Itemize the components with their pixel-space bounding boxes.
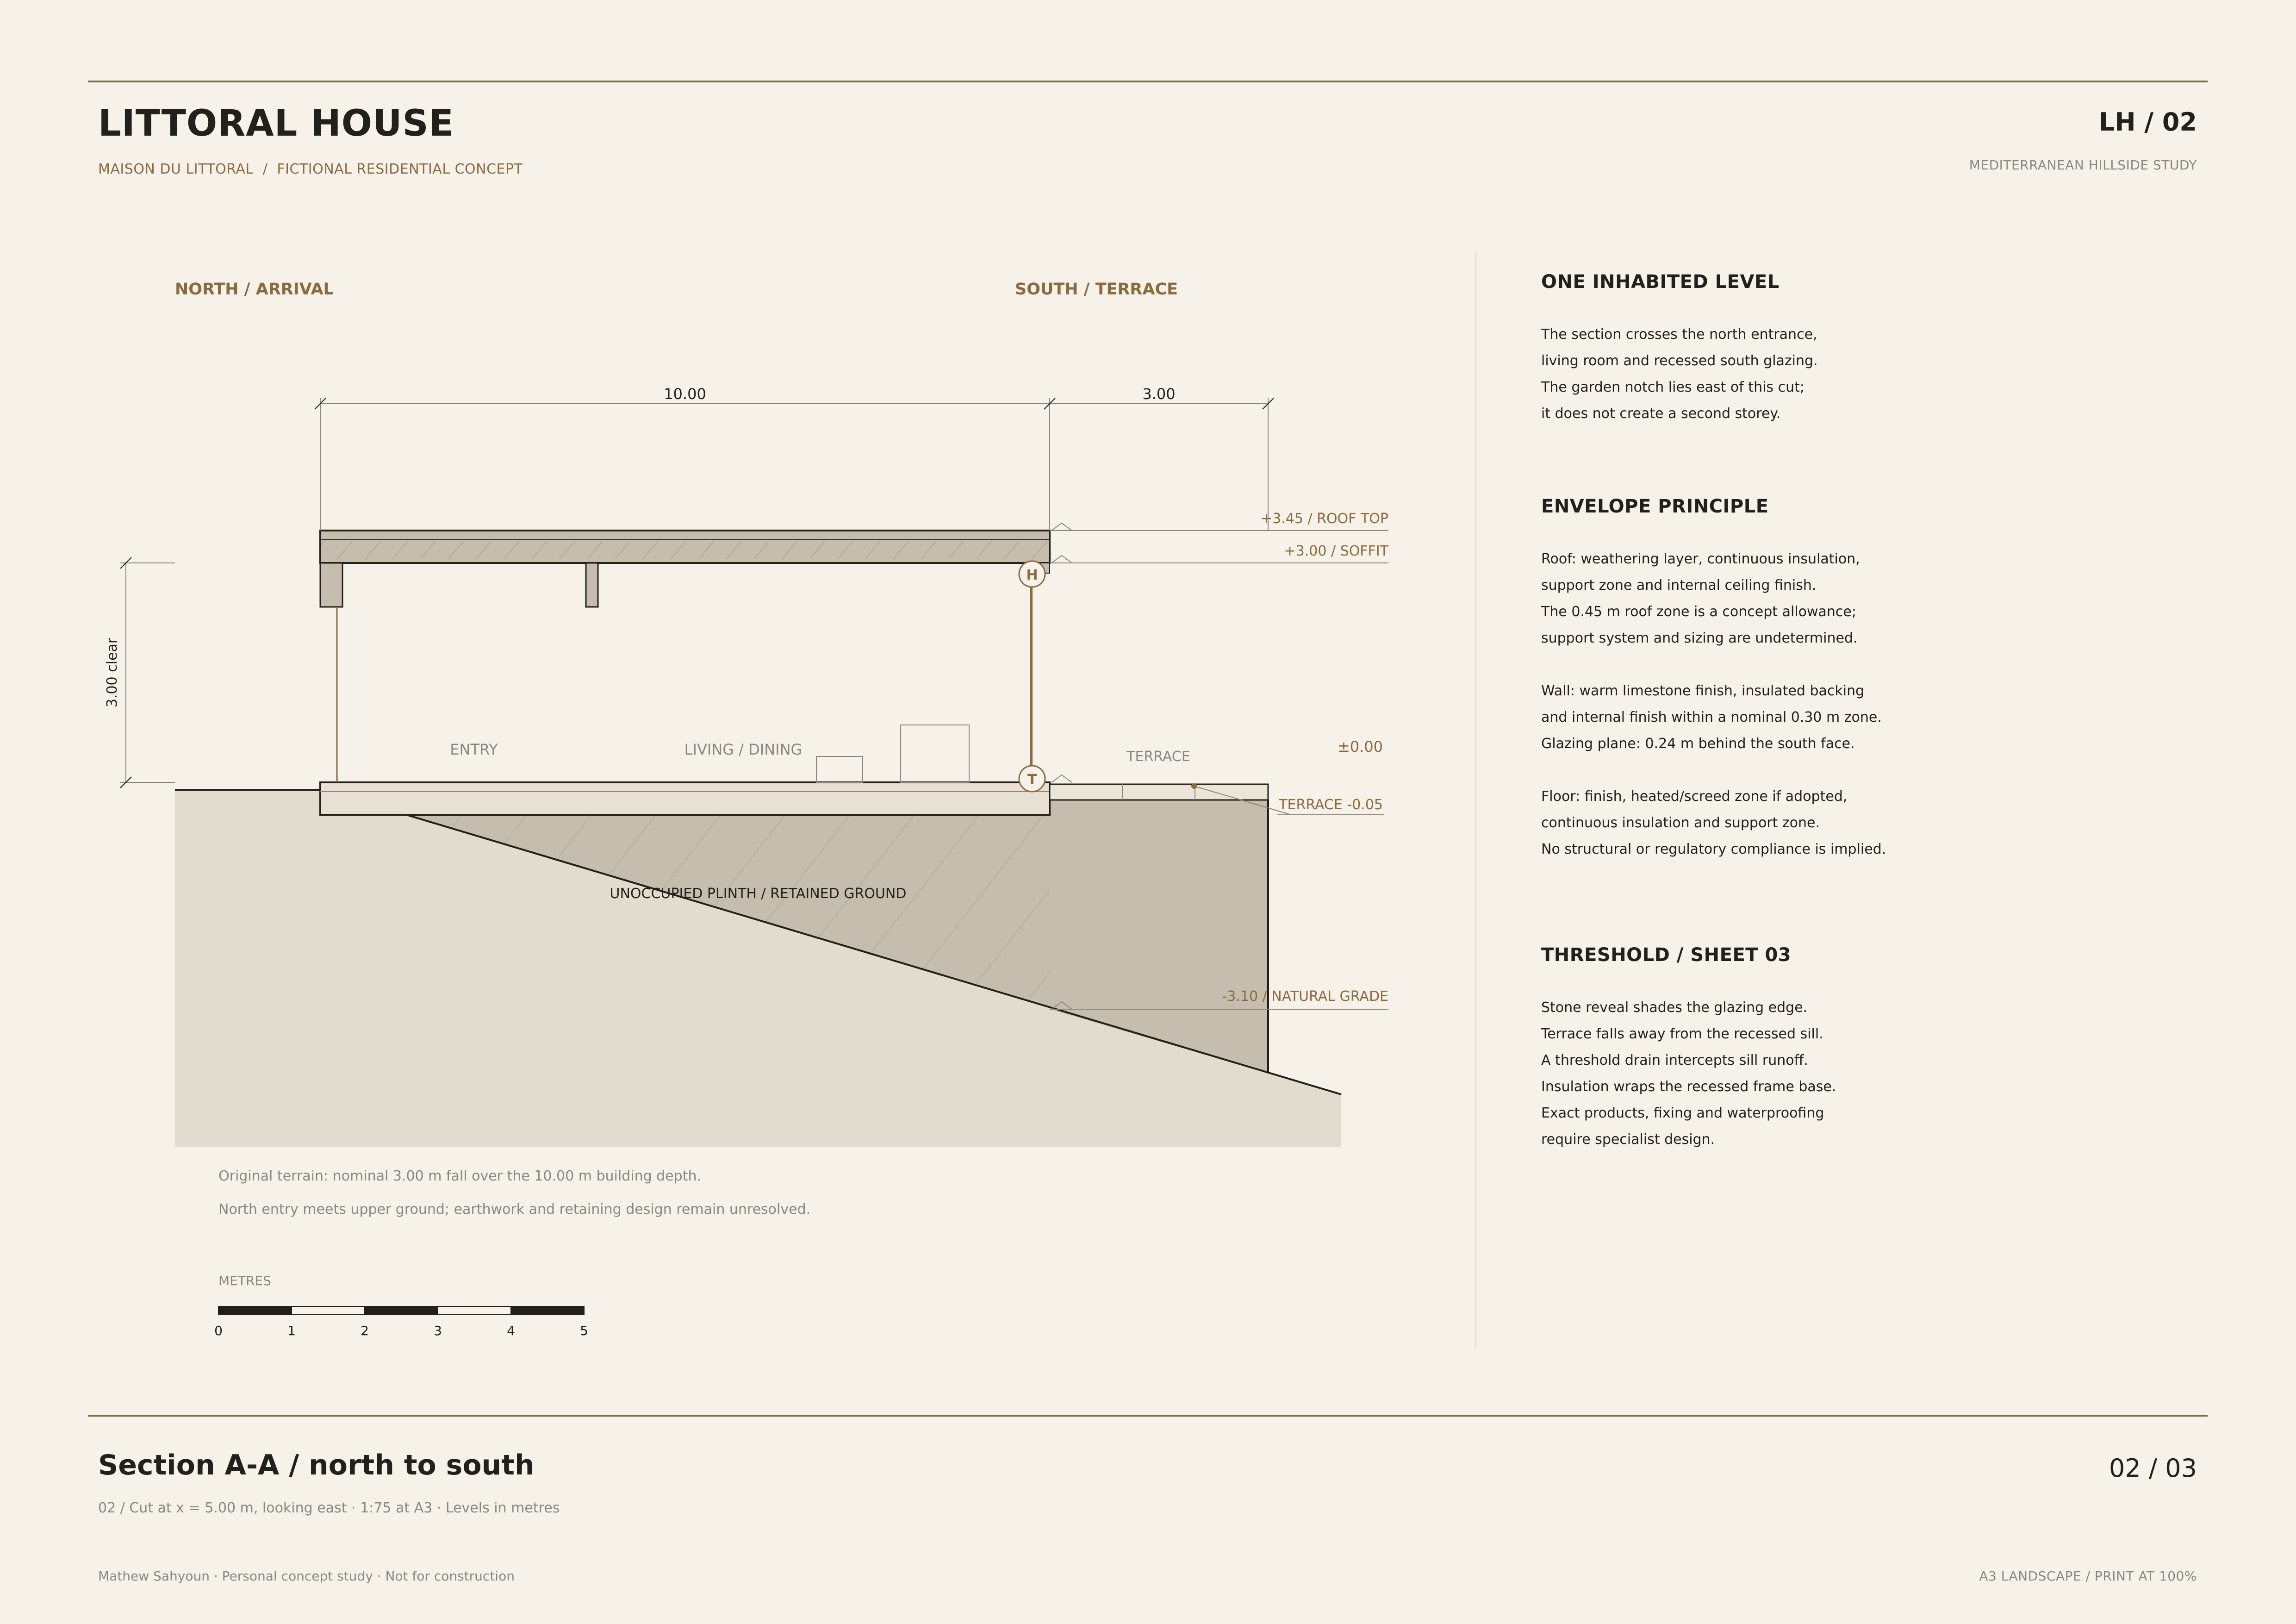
sidebar-spacer bbox=[1541, 651, 2143, 678]
dim-building: 10.00 bbox=[664, 385, 706, 403]
bottom-rule bbox=[88, 1415, 2208, 1417]
room-living: LIVING / DINING bbox=[684, 741, 803, 758]
floor-slab bbox=[320, 782, 1050, 815]
scale-tick: 3 bbox=[434, 1323, 442, 1338]
sidebar-line: Exact products, fixing and waterproofing bbox=[1541, 1105, 1824, 1121]
sidebar-line: living room and recessed south glazing. bbox=[1541, 353, 1818, 369]
level-roof: +3.45 / ROOF TOP bbox=[1260, 511, 1388, 527]
terrain-note-1: Original terrain: nominal 3.00 m fall over the 10.00 m building depth. bbox=[218, 1168, 702, 1184]
north-label: NORTH / ARRIVAL bbox=[175, 280, 334, 299]
sidebar-threshold bbox=[1541, 944, 2143, 1153]
marker-h bbox=[1019, 561, 1045, 587]
sidebar-line: Floor: finish, heated/screed zone if adopted, bbox=[1541, 788, 1848, 805]
page-number: 02 / 03 bbox=[2109, 1454, 2197, 1483]
sidebar-heading: ENVELOPE PRINCIPLE bbox=[1541, 496, 1769, 517]
scale-ticks bbox=[214, 1323, 588, 1338]
print-note: A3 LANDSCAPE / PRINT AT 100% bbox=[1979, 1568, 2197, 1584]
room-terrace: TERRACE bbox=[1126, 749, 1190, 765]
room-entry: ENTRY bbox=[450, 741, 498, 758]
furniture-low bbox=[816, 756, 863, 782]
project-subtitle: MAISON DU LITTORAL / FICTIONAL RESIDENTIAL CONCEPT bbox=[98, 161, 523, 177]
section-title: Section A-A / north to south bbox=[98, 1449, 535, 1481]
credit-line: Mathew Sahyoun · Personal concept study · Not for construction bbox=[98, 1568, 515, 1584]
sidebar-line: The garden notch lies east of this cut; bbox=[1541, 379, 1804, 395]
mid-beam bbox=[586, 563, 598, 607]
terrain-note-2: North entry meets upper ground; earthwork and retaining design remain unresolved. bbox=[218, 1201, 811, 1218]
sidebar-envelope bbox=[1541, 496, 2143, 862]
sidebar-spacer bbox=[1541, 757, 2143, 783]
terrace-fall-point bbox=[1191, 783, 1197, 789]
sidebar-heading: ONE INHABITED LEVEL bbox=[1541, 271, 1780, 293]
scale-tick: 5 bbox=[580, 1323, 588, 1338]
clear-height-label: 3.00 clear bbox=[104, 637, 120, 708]
south-label: SOUTH / TERRACE bbox=[1015, 280, 1178, 299]
furniture-tall bbox=[901, 725, 969, 782]
sheet-code: LH / 02 bbox=[2098, 107, 2197, 137]
sidebar-one-level bbox=[1541, 271, 2143, 427]
sidebar-line: Terrace falls away from the recessed sill. bbox=[1541, 1026, 1823, 1042]
dimension-chain bbox=[315, 398, 1274, 531]
study-label: MEDITERRANEAN HILLSIDE STUDY bbox=[1969, 157, 2197, 173]
sidebar-line: Glazing plane: 0.24 m behind the south face. bbox=[1541, 736, 1855, 752]
north-beam bbox=[320, 563, 342, 607]
level-floor: ±0.00 bbox=[1337, 738, 1383, 756]
marker-t-label: T bbox=[1027, 772, 1037, 788]
scale-tick: 2 bbox=[361, 1323, 369, 1338]
sidebar-line: it does not create a second storey. bbox=[1541, 406, 1781, 422]
roof-hatch bbox=[321, 541, 1049, 559]
level-soffit: +3.00 / SOFFIT bbox=[1284, 543, 1388, 559]
sidebar-line: require specialist design. bbox=[1541, 1131, 1715, 1148]
sidebar-line: and internal finish within a nominal 0.30 m zone. bbox=[1541, 709, 1882, 725]
sidebar-line: The 0.45 m roof zone is a concept allowance; bbox=[1541, 604, 1856, 620]
sidebar-line: A threshold drain intercepts sill runoff. bbox=[1541, 1052, 1808, 1068]
sidebar-heading: THRESHOLD / SHEET 03 bbox=[1541, 944, 1792, 966]
sidebar-line: No structural or regulatory compliance is implied. bbox=[1541, 841, 1886, 857]
terrace-slab bbox=[1050, 784, 1268, 800]
scale-tick: 1 bbox=[287, 1323, 296, 1338]
section-subtitle: 02 / Cut at x = 5.00 m, looking east · 1:75 at A3 · Levels in metres bbox=[98, 1500, 560, 1516]
scale-label: METRES bbox=[218, 1273, 271, 1288]
column-divider bbox=[1475, 252, 1476, 1349]
dim-terrace: 3.00 bbox=[1142, 385, 1176, 403]
sidebar-line: Roof: weathering layer, continuous insulation, bbox=[1541, 551, 1860, 567]
sidebar-line: support system and sizing are undetermined. bbox=[1541, 630, 1858, 646]
sidebar-line: support zone and internal ceiling finish. bbox=[1541, 577, 1817, 593]
sidebar-line: The section crosses the north entrance, bbox=[1541, 326, 1817, 343]
level-grade: -3.10 / NATURAL GRADE bbox=[1222, 988, 1388, 1005]
marker-t bbox=[1019, 766, 1045, 792]
clear-height-dimension bbox=[120, 557, 175, 788]
scale-tick: 4 bbox=[507, 1323, 515, 1338]
sidebar-line: continuous insulation and support zone. bbox=[1541, 815, 1820, 831]
marker-h-label: H bbox=[1026, 567, 1038, 583]
scale-bar bbox=[218, 1306, 584, 1315]
sidebar-line: Insulation wraps the recessed frame base. bbox=[1541, 1079, 1836, 1095]
sidebar-line: Stone reveal shades the glazing edge. bbox=[1541, 999, 1808, 1016]
level-terrace: TERRACE -0.05 bbox=[1279, 797, 1383, 813]
plinth-label: UNOCCUPIED PLINTH / RETAINED GROUND bbox=[610, 886, 907, 902]
sidebar-line: Wall: warm limestone finish, insulated backing bbox=[1541, 683, 1865, 699]
scale-tick: 0 bbox=[214, 1323, 223, 1338]
project-title: LITTORAL HOUSE bbox=[98, 103, 454, 144]
